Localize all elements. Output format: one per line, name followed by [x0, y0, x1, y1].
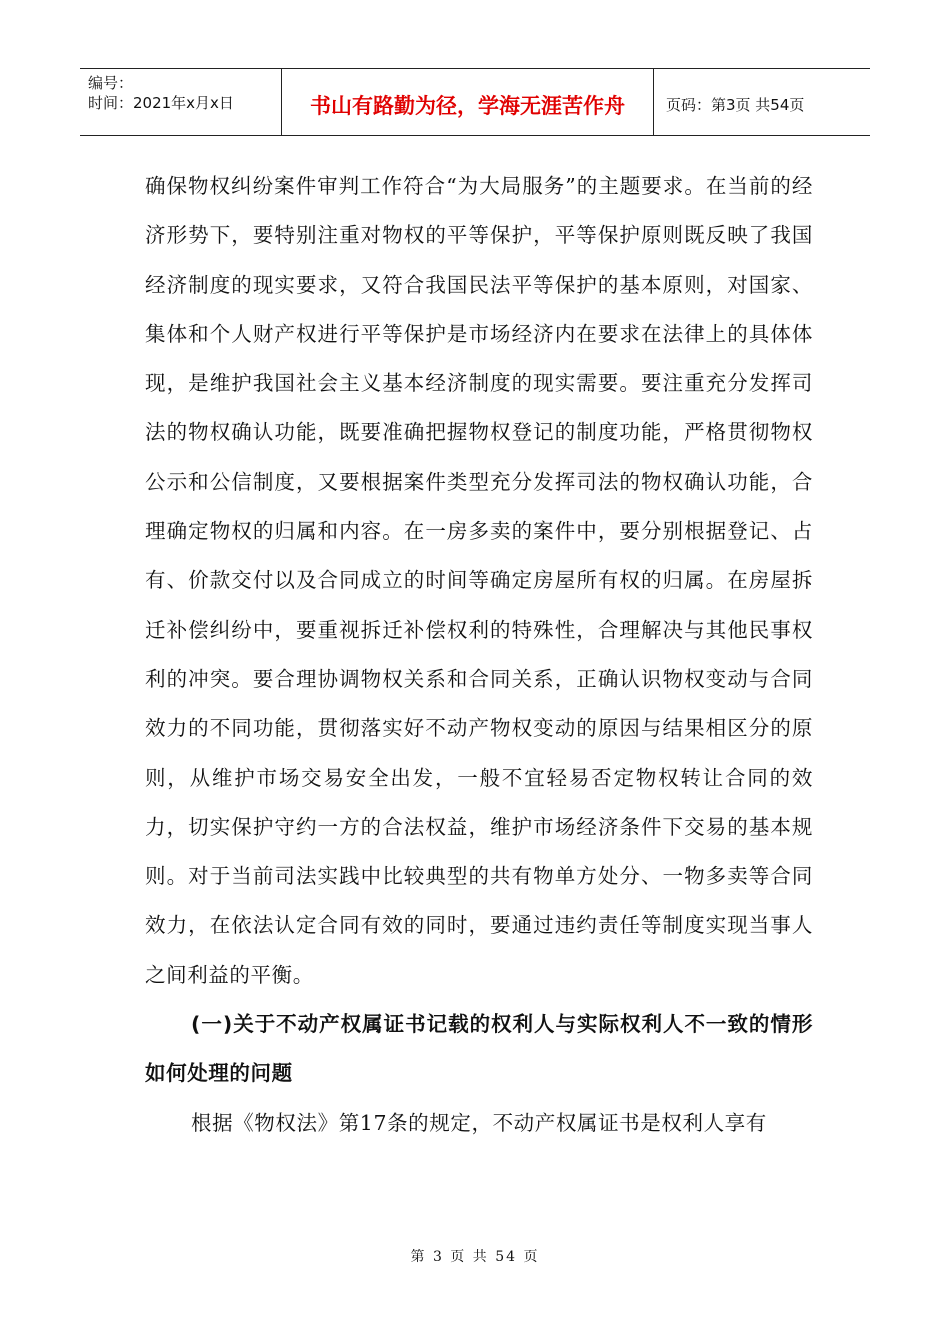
document-number-label: 编号： [88, 74, 134, 92]
body-paragraph: 根据《物权法》第17条的规定，不动产权属证书是权利人享有 [191, 1110, 767, 1135]
header-motto: 书山有路勤为径，学海无涯苦作舟 [282, 69, 654, 135]
page-header [80, 68, 870, 136]
body-paragraph: 确保物权纠纷案件审判工作符合“为大局服务”的主题要求。在当前的经济形势下，要特别注重对物权的平等保护，平等保护原则既反映了我国经济制度的现实要求，又符合我国民法平等保护的基本原则，对国家、集体和个人财产权进行平等保护是市场经济内在要求在法律上的具体体现，是维护我国社会主义基本经济制度的现实需要。要注重充分发挥司法的物权确认功能，既要准确把握物权登记的制度功能，严格贯彻物权公示和公信制度，又要根据案件类型充分发挥司法的物权确认功能，合理确定物权的归属和内容。在一房多卖的案件中，要分别根据登记、占有、价款交付以及合同成立的时间等确定房屋所有权的归属。在房屋拆迁补偿纠纷中，要重视拆迁补偿权利的特殊性，合理解决与其他民事权利的冲突。要合理协调物权关系和合同关系，正确认识物权变动与合同效力的不同功能，贯彻落实好不动产物权变动的原因与结果相区分的原则，从维护市场交易安全出发，一般不宜轻易否定物权转让合同的效力，切实保护守约一方的合法权益，维护市场经济条件下交易的基本规则。对于当前司法实践中比较典型的共有物单方处分、一物多卖等合同效力，在依法认定合同有效的同时，要通过违约责任等制度实现当事人之间利益的平衡。 [145, 174, 813, 987]
document-body [145, 162, 813, 1148]
document-time-label: 时间：2021年x月x日 [88, 94, 234, 112]
header-meta [80, 69, 282, 135]
header-page-info: 页码：第3页 共54页 [666, 95, 805, 114]
section-heading: (一)关于不动产权属证书记载的权利人与实际权利人不一致的情形如何处理的问题 [145, 1012, 813, 1086]
page-footer: 第 3 页 共 54 页 [410, 1249, 540, 1265]
